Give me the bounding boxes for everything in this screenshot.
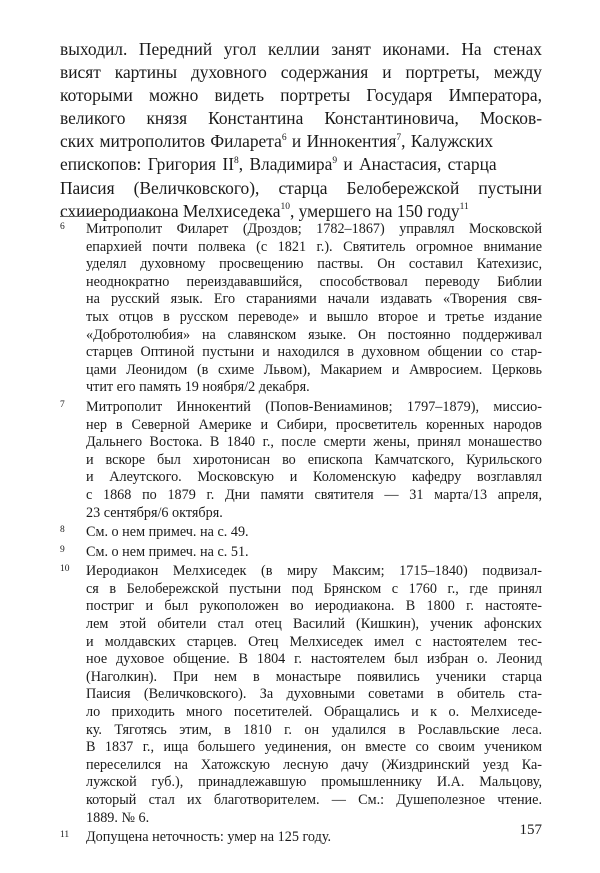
footnote-line: ся в Белобережской пустыни под Брянском с 1760 г., где принял [86, 580, 542, 597]
footnote-ref: 6 [281, 132, 287, 143]
footnote-line: епархией почти полвека (с 1821 г.). Святитель огромное внимание [86, 238, 542, 255]
footnote-line: ку. Тяготясь этим, в 1810 г. он удалился в Рославльские леса. [86, 721, 542, 738]
text-fragment: , умершего на 150 году [289, 200, 460, 221]
footnote-line: 23 сентября/6 октября. [86, 504, 223, 521]
text-line [60, 200, 542, 223]
text-line: которыми можно видеть портреты Государя Императора, [60, 85, 542, 106]
footnote-line: См. о нем примеч. на с. 49. [86, 524, 249, 541]
footnote-line: чтит его память 19 ноября/2 декабря. [86, 379, 310, 396]
text-fragment: епископов: Григория II [60, 154, 234, 175]
text-line: Паисия (Величковского), старца Белобережской пустыни [60, 177, 542, 198]
footnote-line: и молдавских старцев. Отец Мелхиседек имел с настоятелем тес- [86, 633, 542, 650]
footnote-line: лужской губ.), принадлежавшую промышленнику И.А. Мальцову, [86, 774, 542, 791]
page-number: 157 [519, 822, 542, 838]
footnote-line: ло приходить много посетителей. Обращались и к о. Мелхиседе- [86, 704, 542, 721]
footnote-line: уделял духовному просвещению паствы. Он составил Катехизис, [86, 256, 542, 273]
footnote-ref: 7 [396, 132, 402, 143]
footnote-line: Митрополит Филарет (Дроздов; 1782–1867) управлял Московской [86, 221, 542, 237]
footnote-number: 11 [60, 830, 70, 841]
footnote-line: Допущена неточность: умер на 125 году. [86, 829, 332, 846]
footnote-line: Паисия (Величковского). За духовными советами в обитель ста- [86, 686, 542, 703]
footnote-line: «Добротолюбия» на славянском языке. Он постоянно поддерживал [86, 326, 542, 343]
footnote-line: с 1868 по 1879 г. Дни памяти святителя — 31 марта/13 апреля, [86, 486, 542, 503]
footnote-number: 8 [60, 525, 65, 536]
footnote-10 [60, 563, 542, 827]
text-fragment: , Калужских [401, 131, 494, 152]
footnote-line: Митрополит Иннокентий (Попов-Вениаминов; 1797–1879), миссио- [86, 398, 542, 415]
footnote-line: (Наголкин). При нем в монастыре появились ученики старца [86, 668, 542, 685]
footnote-line: тых отцов в русском переводе» и вышло второе и третье издание [86, 308, 542, 325]
footnote-line: См. о нем примеч. на с. 51. [86, 543, 249, 560]
footnote-11 [60, 829, 542, 847]
footnote-line: который стал их благотворителем. — См.: Душеполезное чтение. [86, 792, 542, 808]
text-line: великого князя Константина Константиновича, Москов- [60, 108, 542, 129]
footnote-9 [60, 544, 542, 562]
footnote-line: постриг и был рукоположен во иеродиакона. В 1800 г. настояте- [86, 598, 542, 615]
footnote-number: 6 [60, 222, 65, 232]
text-line: висят картины духовного содержания и портреты, между [60, 62, 542, 83]
text-fragment: ских митрополитов Филарета [60, 131, 282, 152]
text-line [60, 130, 542, 153]
footnote-line: на русский язык. Его стараниями начали издавать «Творения свя- [86, 291, 542, 308]
footnote-line: Дальнего Востока. В 1840 г., после смерти жены, принял монашество [86, 434, 542, 451]
footnote-8 [60, 524, 542, 542]
footnote-ref: 9 [332, 155, 338, 166]
footnote-number: 10 [60, 564, 70, 575]
text-line: выходил. Передний угол келлии занят иконами. На стенах [60, 39, 542, 59]
footnote-number: 7 [60, 399, 65, 410]
footnote-line: лем этой обители стал отец Василий (Кишкин), ученик афонских [86, 616, 542, 633]
footnote-line: и Алеутского. Московскую и Коломенскую кафедру возглавлял [86, 469, 542, 486]
footnote-line: неоднократно переиздававшийся, способствовал переводу Библии [86, 273, 542, 290]
text-fragment: схииеродиакона Мелхиседека [60, 200, 281, 221]
footnote-line: цами Леонидом (в схиме Львом), Макарием и Амвросием. Церковь [86, 361, 542, 378]
footnote-ref: 10 [280, 201, 290, 212]
text-fragment: и Анастасия, старца [337, 154, 497, 175]
text-line [60, 153, 542, 176]
footnote-ref: 11 [459, 201, 469, 212]
footnote-line: ное духовое общение. В 1804 г. настоятелем был избран о. Леонид [86, 651, 542, 668]
footnote-6 [60, 221, 542, 397]
text-fragment: , Владимира [238, 154, 333, 175]
footnote-line: 1889. № 6. [86, 809, 150, 826]
footnote-line: и вскоре был хиротонисан во епископа Камчатского, Курильского [86, 451, 542, 468]
footnote-line: В 1837 г., ища большего уединения, он вместе со своим учеником [86, 739, 542, 756]
footnote-ref: 8 [234, 155, 239, 166]
footnote-7 [60, 399, 542, 522]
text-fragment: и Иннокентия [286, 131, 397, 152]
footnote-line: Иеродиакон Мелхиседек (в миру Максим; 1715–1840) подвизал- [86, 563, 542, 580]
footnote-line: нер в Северной Америке и Сибири, просветитель коренных народов [86, 416, 542, 433]
footnotes [60, 221, 542, 847]
main-text [60, 38, 542, 223]
footnote-line: переселился на Хатожскую лесную дачу (Жиздринский уезд Ка- [86, 756, 542, 773]
footnote-number: 9 [60, 544, 65, 555]
footnote-line: старцев Оптиной пустыни и находился в духовном общении со стар- [86, 344, 542, 361]
footnote-separator [60, 216, 169, 217]
